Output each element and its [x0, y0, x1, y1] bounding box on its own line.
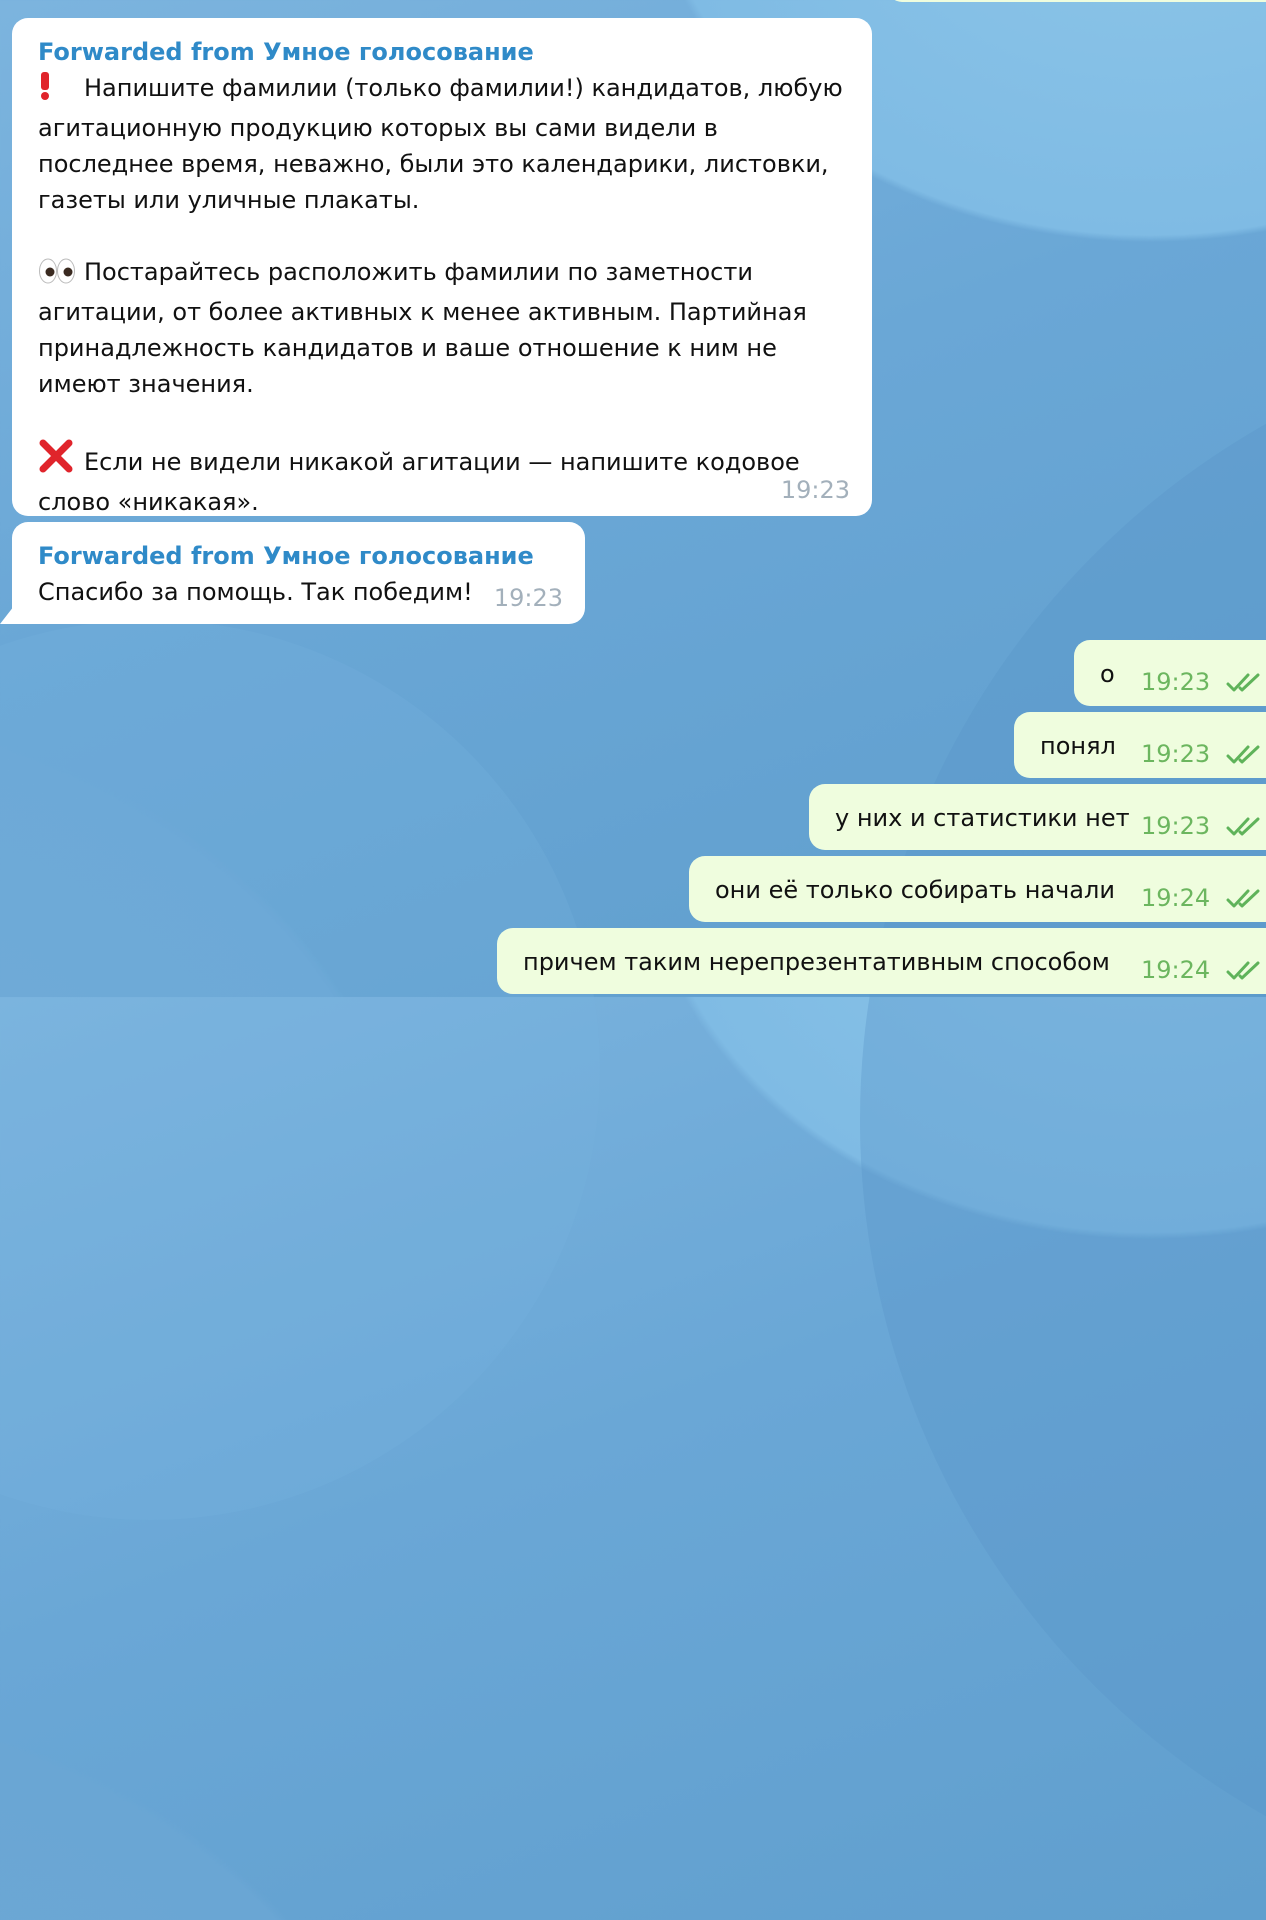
message-time: 19:24: [1141, 884, 1211, 912]
cross-mark-emoji-icon: [38, 438, 76, 484]
message-time: 19:23: [1141, 740, 1211, 768]
double-check-icon: [1226, 668, 1262, 690]
exclamation-emoji-icon: [38, 72, 76, 110]
message-line: [38, 70, 846, 110]
message-line: принадлежность кандидатов и ваше отношение к ним не: [38, 334, 777, 362]
message-line: слово «никакая».: [38, 488, 259, 516]
forwarded-from-label[interactable]: Forwarded from Умное голосование: [38, 38, 534, 66]
message-line: агитации, от более активных к менее активным. Партийная: [38, 298, 807, 326]
double-check-icon: [1226, 812, 1262, 834]
message-line: [38, 438, 846, 484]
bubble-tail: [0, 606, 14, 624]
background-shape: [860, 320, 1266, 1920]
forwarded-from-label[interactable]: Forwarded from Умное голосование: [38, 542, 534, 570]
message-text: причем таким нерепрезентативным способом: [523, 948, 1110, 976]
outgoing-message[interactable]: [689, 856, 1266, 922]
message-text: Спасибо за помощь. Так победим!: [38, 578, 473, 606]
message-time: 19:23: [1141, 812, 1211, 840]
message-text: о: [1100, 660, 1115, 688]
message-line: газеты или уличные плакаты.: [38, 186, 420, 214]
message-time: 19:23: [493, 584, 563, 612]
message-line: имеют значения.: [38, 370, 254, 398]
outgoing-message[interactable]: [1074, 640, 1266, 706]
message-text: они её только собирать начали: [715, 876, 1115, 904]
message-line: агитационную продукцию которых вы сами видели в: [38, 114, 718, 142]
incoming-message[interactable]: [12, 18, 872, 516]
message-text: понял: [1040, 732, 1116, 760]
message-text: Постарайтесь расположить фамилии по заметности: [84, 258, 753, 286]
message-time: 19:23: [780, 476, 850, 504]
paragraph-gap: [38, 402, 846, 438]
paragraph-gap: [38, 218, 846, 254]
outgoing-message[interactable]: [809, 784, 1266, 850]
double-check-icon: [1226, 884, 1262, 906]
double-check-icon: [1226, 956, 1262, 978]
incoming-message[interactable]: [12, 522, 585, 624]
message-line: [38, 254, 846, 294]
message-line: последнее время, неважно, были это календарики, листовки,: [38, 150, 829, 178]
eyes-emoji-icon: [38, 258, 76, 294]
message-time: 19:23: [1141, 668, 1211, 696]
message-text: Напишите фамилии (только фамилии!) кандидатов, любую: [84, 74, 843, 102]
message-text: у них и статистики нет: [835, 804, 1130, 832]
outgoing-message[interactable]: [1014, 712, 1266, 778]
previous-message-edge: [888, 0, 1266, 2]
message-time: 19:24: [1141, 956, 1211, 984]
double-check-icon: [1226, 740, 1262, 762]
background-shape: [0, 620, 600, 1520]
message-text: Если не видели никакой агитации — напишите кодовое: [84, 448, 800, 476]
outgoing-message[interactable]: [497, 928, 1266, 994]
